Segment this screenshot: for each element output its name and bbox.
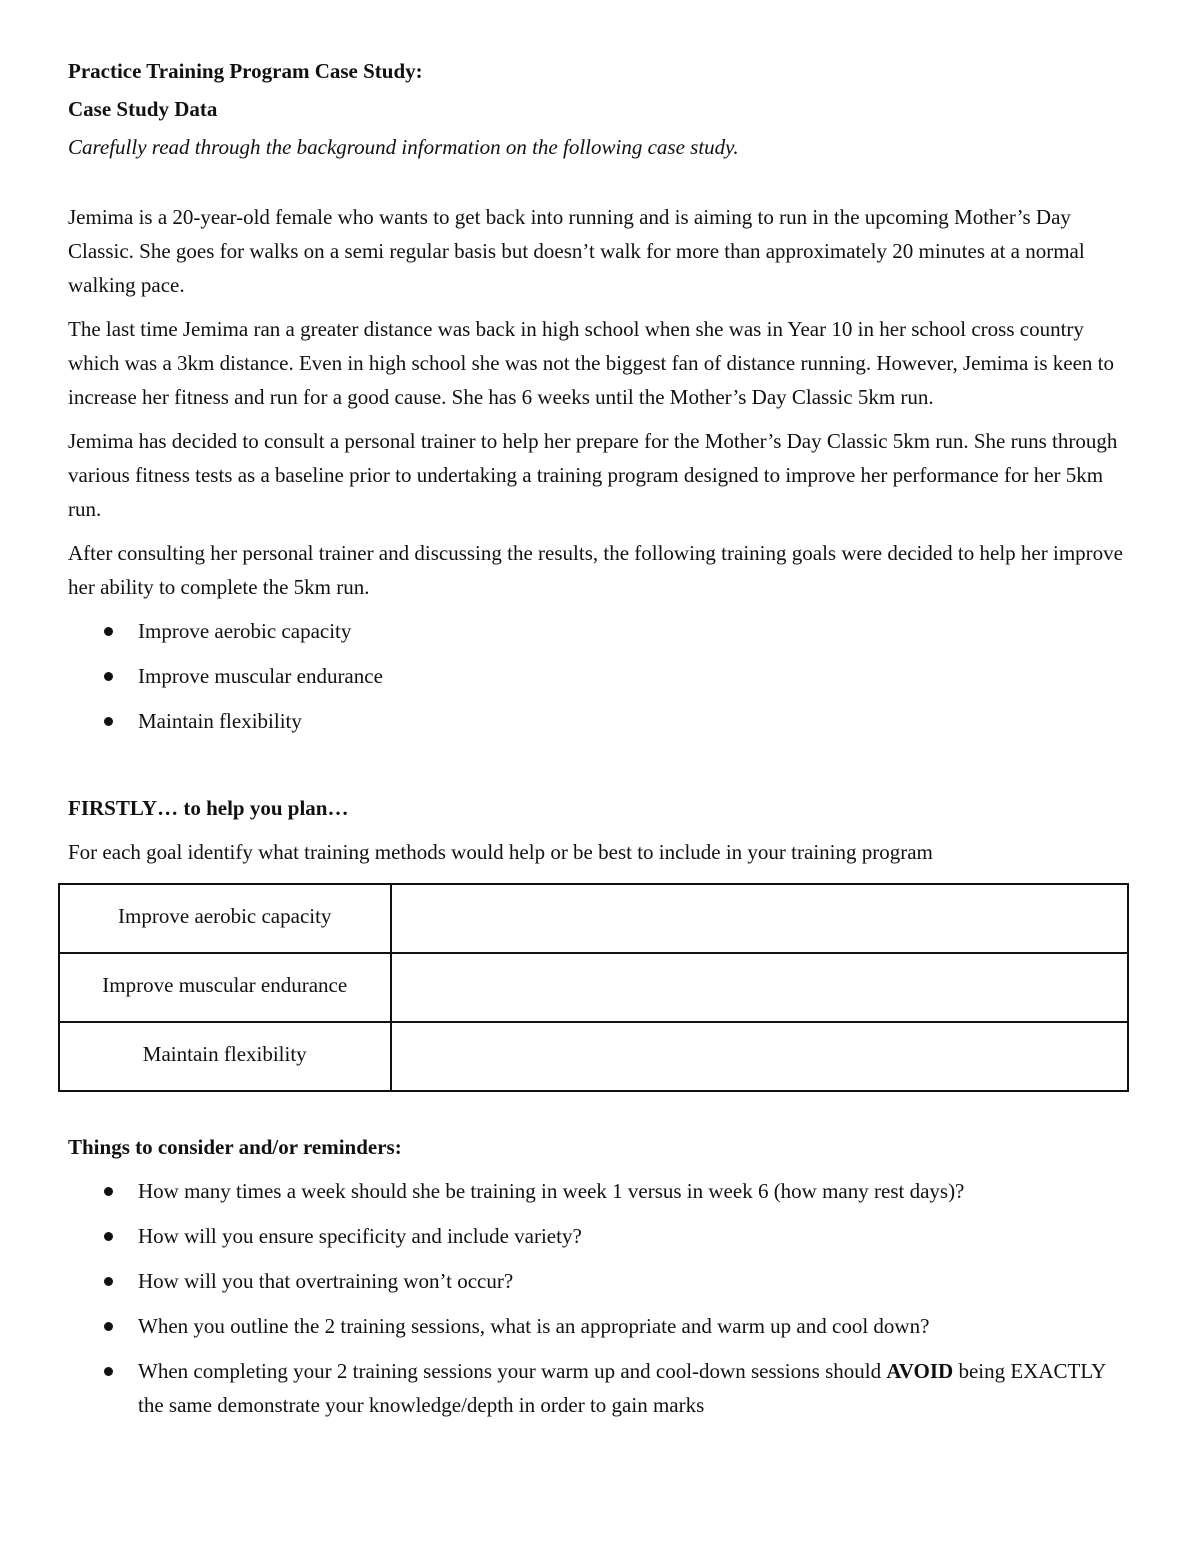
bullet-icon <box>104 1367 113 1376</box>
goals-list <box>68 614 1136 738</box>
document-subtitle: Case Study Data <box>68 97 218 121</box>
table-row <box>59 1022 1128 1091</box>
paragraph-goals-intro: After consulting her personal trainer and discussing the results, the following training goals were decided to help her improve her ability to complete the 5km run. <box>68 541 1123 599</box>
reminder-emphasis: AVOID <box>886 1359 954 1383</box>
bullet-icon <box>104 627 113 636</box>
reminder-text-after: being EXACTLY the same demonstrate your knowledge/depth in order to gain marks <box>138 1359 1106 1417</box>
reminder-text-before: When completing your 2 training sessions your warm up and cool-down sessions should <box>138 1359 887 1383</box>
table-answer-cell[interactable] <box>391 1022 1129 1091</box>
bullet-icon <box>104 1187 113 1196</box>
table-answer-cell[interactable] <box>391 884 1129 953</box>
document-title: Practice Training Program Case Study: <box>68 59 423 83</box>
goals-table <box>58 883 1129 1092</box>
firstly-prompt: For each goal identify what training methods would help or be best to include in your training program <box>68 840 933 864</box>
table-row <box>59 953 1128 1022</box>
reminder-text: How will you ensure specificity and include variety? <box>138 1224 582 1248</box>
reminder-text: How many times a week should she be training in week 1 versus in week 6 (how many rest days)? <box>138 1179 965 1203</box>
list-item <box>68 1219 1136 1253</box>
list-item <box>68 1354 1136 1422</box>
table-goal-cell: Improve aerobic capacity <box>59 884 391 953</box>
reminders-heading: Things to consider and/or reminders: <box>68 1135 402 1159</box>
table-goal-cell: Improve muscular endurance <box>59 953 391 1022</box>
reminders-list <box>68 1174 1136 1422</box>
paragraph-history: The last time Jemima ran a greater distance was back in high school when she was in Year 10 in her school cross country which was a 3km distance. Even in high school she was not the biggest fan of distance running. However, Jemima is keen to increase her fitness and run for a good cause. She has 6 weeks until the Mother’s Day Classic 5km run. <box>68 317 1115 409</box>
list-item <box>68 1174 1136 1208</box>
paragraph-intro: Jemima is a 20-year-old female who wants to get back into running and is aiming to run in the upcoming Mother’s Day Classic. She goes for walks on a semi regular basis but doesn’t walk for more than approximately 20 minutes at a normal walking pace. <box>68 205 1085 297</box>
bullet-icon <box>104 1277 113 1286</box>
document-page <box>68 52 1136 1433</box>
spacer <box>68 1092 1136 1130</box>
list-item <box>68 1309 1136 1343</box>
list-item <box>68 704 1136 738</box>
spacer <box>68 749 1136 791</box>
table-answer-cell[interactable] <box>391 953 1129 1022</box>
goal-text: Improve aerobic capacity <box>138 619 352 643</box>
goal-text: Maintain flexibility <box>138 709 302 733</box>
list-item <box>68 1264 1136 1298</box>
firstly-heading: FIRSTLY… to help you plan… <box>68 796 349 820</box>
bullet-icon <box>104 717 113 726</box>
instruction-text: Carefully read through the background information on the following case study. <box>68 135 739 159</box>
list-item <box>68 659 1136 693</box>
reminder-text: When you outline the 2 training sessions, what is an appropriate and warm up and cool down? <box>138 1314 930 1338</box>
bullet-icon <box>104 1322 113 1331</box>
reminder-text: How will you that overtraining won’t occur? <box>138 1269 514 1293</box>
bullet-icon <box>104 1232 113 1241</box>
paragraph-consult: Jemima has decided to consult a personal trainer to help her prepare for the Mother’s Day Classic 5km run. She runs through various fitness tests as a baseline prior to undertaking a training program designed to improve her performance for her 5km run. <box>68 429 1118 521</box>
table-goal-cell: Maintain flexibility <box>59 1022 391 1091</box>
bullet-icon <box>104 672 113 681</box>
table-row <box>59 884 1128 953</box>
goal-text: Improve muscular endurance <box>138 664 383 688</box>
list-item <box>68 614 1136 648</box>
